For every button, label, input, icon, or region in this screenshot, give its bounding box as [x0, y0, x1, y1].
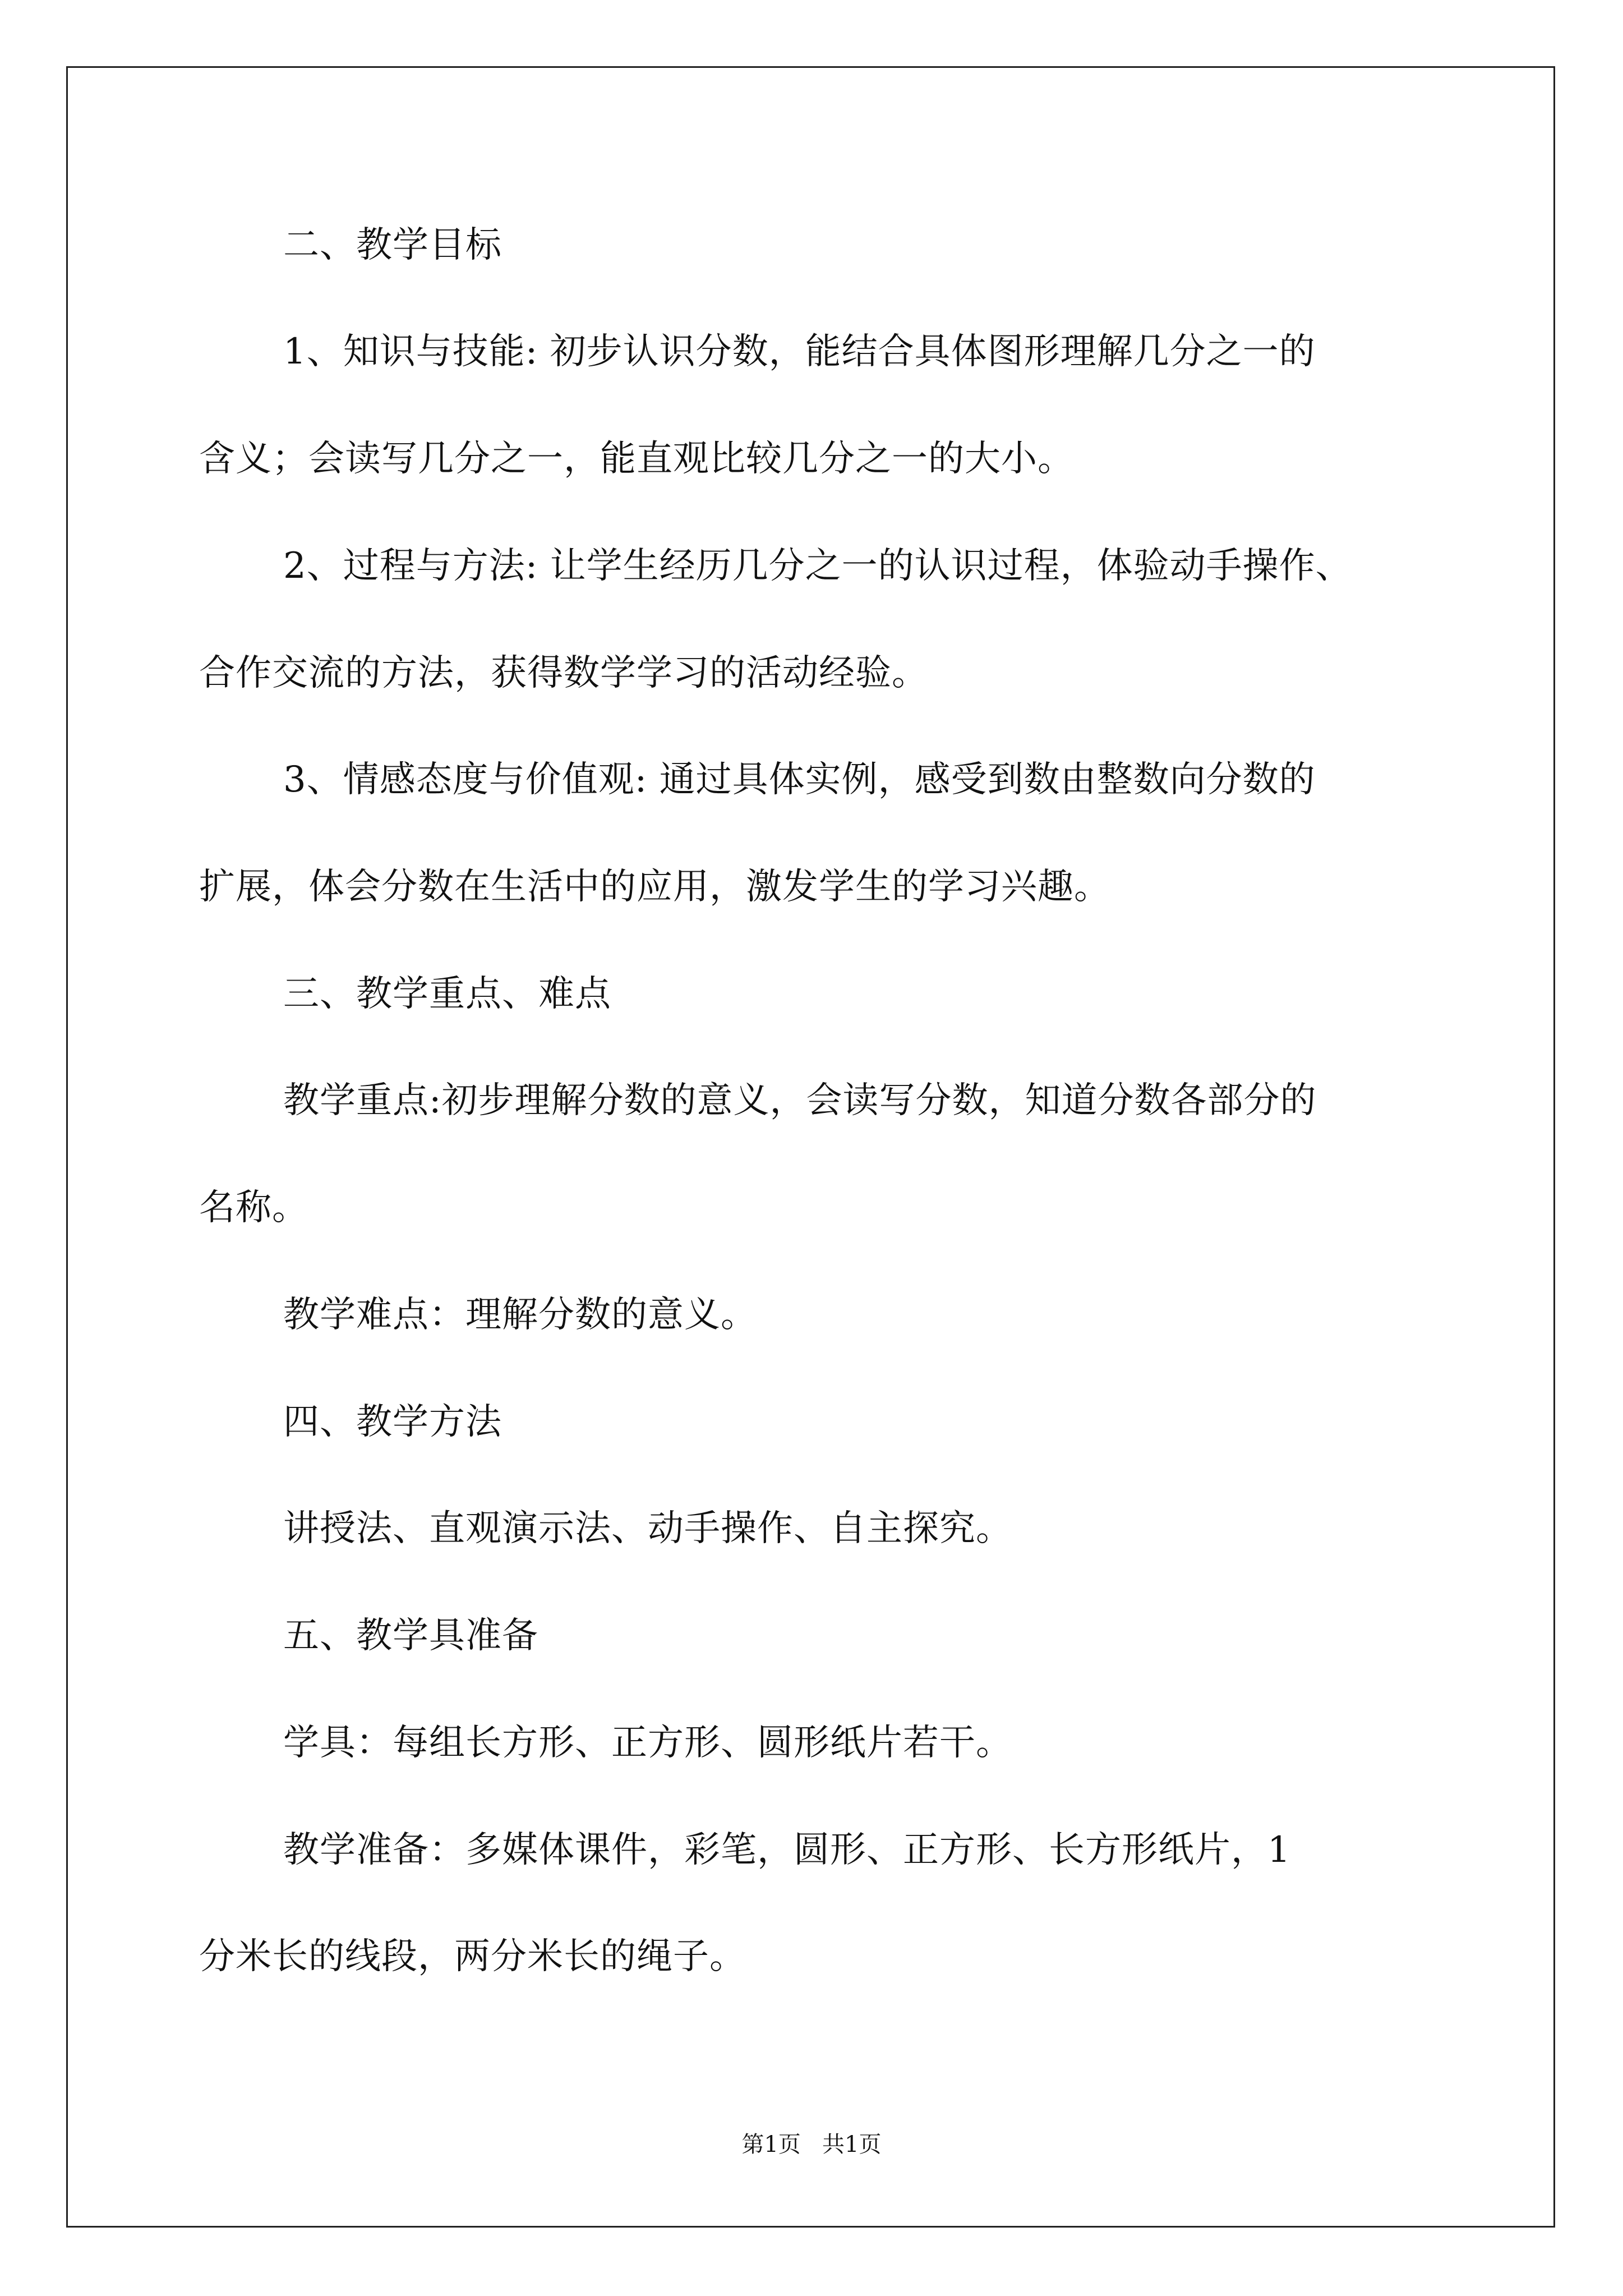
- section-heading-key-points: 三、教学重点、难点: [283, 973, 611, 1015]
- paragraph-line: 讲授法、直观演示法、动手操作、自主探究。: [283, 1508, 1012, 1549]
- paragraph-line: 扩展，体会分数在生活中的应用，激发学生的学习兴趣。: [199, 866, 1110, 908]
- paragraph-line: 3、情感态度与价值观: 通过具体实例，感受到数由整数向分数的: [283, 759, 1316, 800]
- paragraph-line: 教学难点：理解分数的意义。: [283, 1294, 757, 1336]
- paragraph-line: 学具：每组长方形、正方形、圆形纸片若干。: [283, 1722, 1012, 1764]
- paragraph-line: 教学重点:初步理解分数的意义，会读写分数，知道分数各部分的: [283, 1080, 1317, 1121]
- section-heading-methods: 四、教学方法: [283, 1401, 502, 1443]
- paragraph-line: 分米长的线段，两分米长的绳子。: [199, 1936, 746, 1977]
- paragraph-line: 名称。: [199, 1187, 308, 1228]
- paragraph-line: 教学准备：多媒体课件，彩笔，圆形、正方形、长方形纸片，1: [283, 1829, 1291, 1871]
- page-number-footer: 第1页 共1页: [741, 2132, 882, 2157]
- paragraph-line: 合作交流的方法，获得数学学习的活动经验。: [199, 652, 928, 694]
- section-heading-objectives: 二、教学目标: [283, 224, 502, 266]
- paragraph-line: 含义；会读写几分之一，能直观比较几分之一的大小。: [199, 438, 1074, 480]
- paragraph-line: 2、过程与方法: 让学生经历几分之一的认识过程，体验动手操作、: [283, 545, 1352, 587]
- paragraph-line: 1、知识与技能: 初步认识分数，能结合具体图形理解几分之一的: [283, 331, 1316, 372]
- document-body: [199, 220, 1427, 1982]
- section-heading-preparation: 五、教学具准备: [283, 1615, 538, 1657]
